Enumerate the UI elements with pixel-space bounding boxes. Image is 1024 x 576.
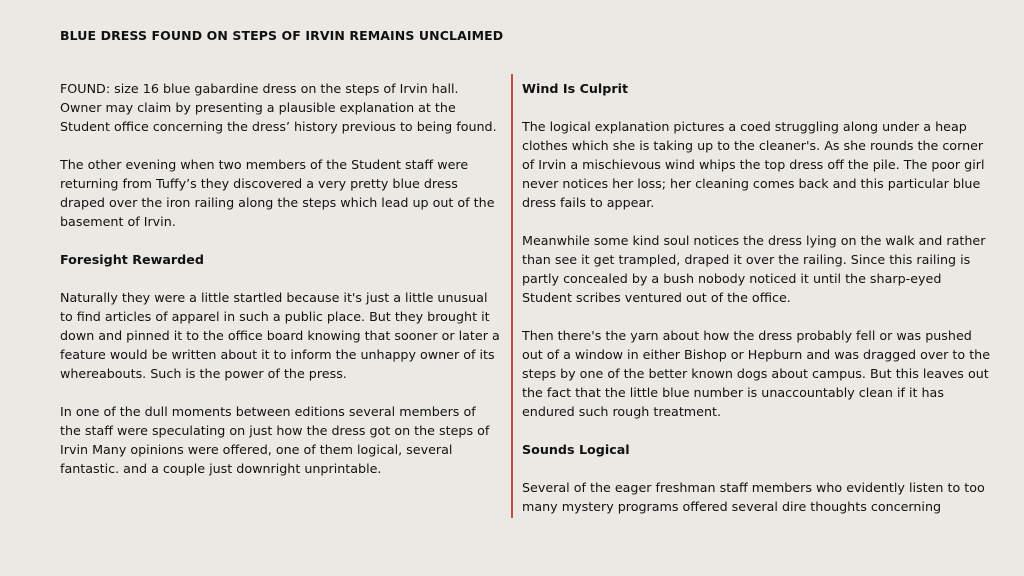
paragraph: Several of the eager freshman staff members who evidently listen to too many mystery programs offered several dire thoughts concerning bbox=[522, 480, 985, 514]
paragraph: FOUND: size 16 blue gabardine dress on the steps of Irvin hall. Owner may claim by presenting a plausible explanation at the Student office concerning the dress’ history previous to being found. bbox=[60, 81, 497, 134]
article-title: BLUE DRESS FOUND ON STEPS OF IRVIN REMAINS UNCLAIMED bbox=[60, 28, 504, 43]
section-heading: Wind Is Culprit bbox=[522, 81, 629, 96]
right-column bbox=[522, 79, 994, 535]
section-heading: Sounds Logical bbox=[522, 442, 630, 457]
paragraph: Meanwhile some kind soul notices the dress lying on the walk and rather than see it get trampled, draped it over the railing. Since this railing is partly concealed by a bush nobody noticed it until the sharp-eyed Student scribes ventured out of the office. bbox=[522, 233, 986, 305]
paragraph: Naturally they were a little startled because it's just a little unusual to find articles of apparel in such a public place. But they brought it down and pinned it to the office board knowing that sooner or later a feature would be written about it to inform the unhappy owner of its whereabouts. Such is the power of the press. bbox=[60, 290, 500, 381]
section-heading: Foresight Rewarded bbox=[60, 252, 204, 267]
paragraph: The logical explanation pictures a coed struggling along under a heap clothes which she is taking up to the cleaner's. As she rounds the corner of Irvin a mischievous wind whips the top dress off the pile. The poor girl never notices her loss; her cleaning comes back and this particular blue dress fails to appear. bbox=[522, 119, 985, 210]
left-column bbox=[60, 79, 500, 497]
column-divider bbox=[511, 74, 513, 518]
paragraph: The other evening when two members of the Student staff were returning from Tuffy’s they discovered a very pretty blue dress draped over the iron railing along the steps which lead up out of the basement of Irvin. bbox=[60, 157, 495, 229]
paragraph: Then there's the yarn about how the dress probably fell or was pushed out of a window in either Bishop or Hepburn and was dragged over to the steps by one of the better known dogs about campus. But this leaves out the fact that the little blue number is unaccountably clean if it has endured such rough treatment. bbox=[522, 328, 991, 419]
paragraph: In one of the dull moments between editions several members of the staff were speculating on just how the dress got on the steps of Irvin Many opinions were offered, one of them logical, several fantastic. and a couple just downright unprintable. bbox=[60, 404, 490, 476]
